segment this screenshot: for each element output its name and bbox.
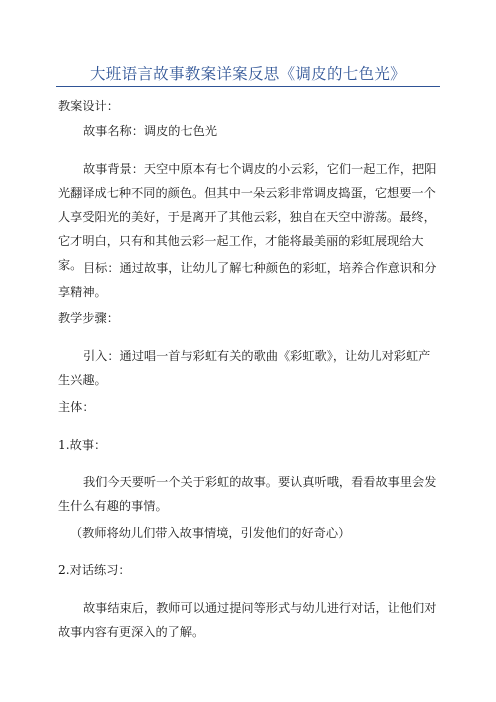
step1-note: （教师将幼儿们带入故事情境，引发他们的好奇心）	[70, 526, 351, 540]
section-heading-main: 主体：	[58, 400, 95, 414]
document-title: 大班语言故事教案详案反思《调皮的七色光》	[89, 65, 406, 83]
goal-paragraph: 目标：通过故事，让幼儿了解七种颜色的彩虹，培养合作意识和分享精神。	[58, 261, 437, 299]
step1-paragraph: 我们今天要听一个关于彩虹的故事。要认真听哦，看看故事里会发生什么有趣的事情。	[58, 475, 437, 513]
intro-paragraph: 引入：通过唱一首与彩虹有关的歌曲《彩虹歌》，让幼儿对彩虹产生兴趣。	[58, 349, 431, 387]
step1-heading: 1.故事：	[58, 438, 107, 452]
title-underline	[56, 86, 440, 87]
story-background-paragraph: 故事背景：天空中原本有七个调皮的小云彩，它们一起工作，把阳光翻译成七种不同的颜色。但其中一朵云彩非常调皮捣蛋，它想要一个人享受阳光的美好，于是离开了其他云彩，独自在天空中游荡。最终，它才明白，只有和其他云彩一起工作，才能将最美丽的彩虹展现给大家。	[58, 162, 437, 272]
section-heading-steps: 教学步骤：	[58, 311, 119, 325]
step2-paragraph: 故事结束后，教师可以通过提问等形式与幼儿进行对话，让他们对故事内容有更深入的了解。	[58, 601, 437, 639]
section-heading-design: 教案设计：	[58, 99, 119, 113]
story-name-paragraph: 故事名称：调皮的七色光	[83, 124, 218, 138]
step2-heading: 2.对话练习：	[58, 563, 131, 577]
